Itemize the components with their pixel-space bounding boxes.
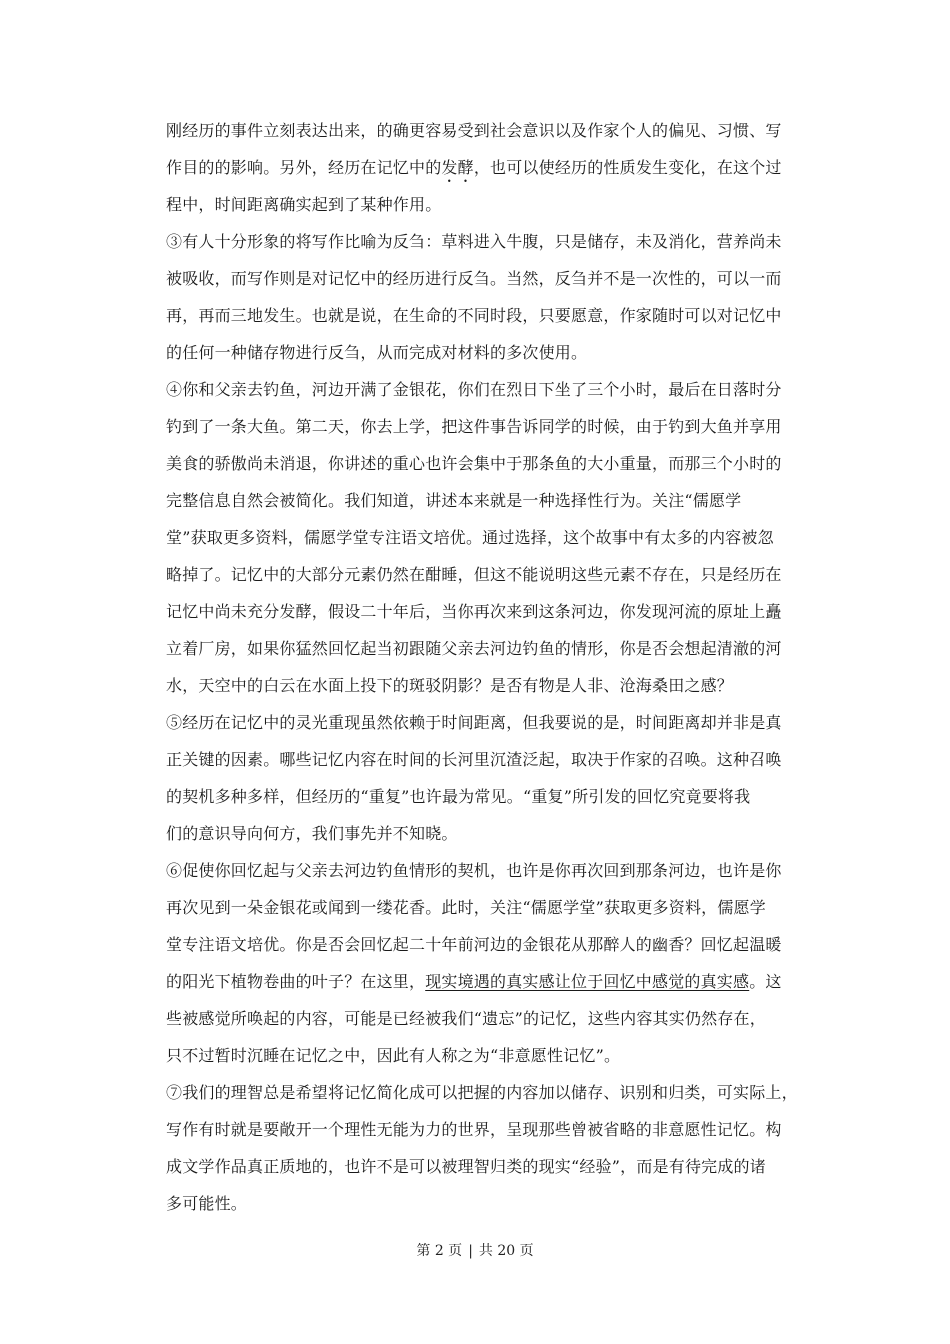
text-line [166,963,816,1000]
text-line: 正关键的因素。哪些记忆内容在时间的长河里沉渣泛起，取决于作家的召唤。这种召唤 [166,750,782,769]
text-line: ③有人十分形象的将写作比喻为反刍：草料进入牛腹，只是储存，未及消化，营养尚未 [166,232,782,251]
text-line: 完整信息自然会被简化。我们知道，讲述本来就是一种选择性行为。关注“儒愿学 [166,491,742,510]
text-line: 成文学作品真正质地的，也许不是可以被理智归类的现实“经验”，而是有待完成的诸 [166,1157,766,1176]
article-body [166,112,816,1222]
text-line: 再次见到一朵金银花或闻到一缕花香。此时，关注“儒愿学堂”获取更多资料，儒愿学 [166,898,766,917]
text-line: 刚经历的事件立刻表达出来，的确更容易受到社会意识以及作家个人的偏见、习惯、写 [166,121,782,140]
page-footer [0,1240,950,1260]
text-line: ⑤经历在记忆中的灵光重现虽然依赖于时间距离，但我要说的是，时间距离却并非是真 [166,713,782,732]
text-line: 记忆中尚未充分发酵，假设二十年后，当你再次来到这条河边，你发现河流的原址上矗 [166,602,782,621]
text-line: 水，天空中的白云在水面上投下的斑驳阴影？是否有物是人非、沧海桑田之感？ [166,676,734,695]
text-segment: 作目的的影响。另外，经历在记忆中的 [166,158,442,177]
text-line: 钓到了一条大鱼。第二天，你去上学，把这件事告诉同学的时候，由于钓到大鱼并享用 [166,417,782,436]
text-line: 略掉了。记忆中的大部分元素仍然在酣睡，但这不能说明这些元素不存在，只是经历在 [166,565,782,584]
text-line: 堂”获取更多资料，儒愿学堂专注语文培优。通过选择，这个故事中有太多的内容被忽 [166,528,774,547]
text-line: 再，再而三地发生。也就是说，在生命的不同时段，只要愿意，作家随时可以对记忆中 [166,306,782,325]
text-segment: ，也可以使经历的性质发生变化，在这个过 [473,158,782,177]
footer-separator: | [468,1243,473,1259]
text-line: 只不过暂时沉睡在记忆之中，因此有人称之为“非意愿性记忆”。 [166,1046,621,1065]
text-line: ④你和父亲去钓鱼，河边开满了金银花，你们在烈日下坐了三个小时，最后在日落时分 [166,380,782,399]
text-line: 写作有时就是要敞开一个理性无能为力的世界，呈现那些曾被省略的非意愿性记忆。构 [166,1120,782,1139]
text-line: 的契机多种多样，但经历的“重复”也许最为常见。“重复”所引发的回忆究竟要将我 [166,787,751,806]
text-line: 的任何一种储存物进行反刍，从而完成对材料的多次使用。 [166,343,588,362]
text-line: 美食的骄傲尚未消退，你讲述的重心也许会集中于那条鱼的大小重量，而那三个小时的 [166,454,782,473]
text-line: 程中，时间距离确实起到了某种作用。 [166,195,442,214]
text-line: 多可能性。 [166,1194,248,1213]
text-segment: 的阳光下植物卷曲的叶子？在这里， [166,972,426,991]
text-line [166,149,816,186]
text-line: 立着厂房，如果你猛然回忆起当初跟随父亲去河边钓鱼的情形，你是否会想起清澈的河 [166,639,782,658]
text-line: 们的意识导向何方，我们事先并不知晓。 [166,824,458,843]
text-line: 被吸收，而写作则是对记忆中的经历进行反刍。当然，反刍并不是一次性的，可以一而 [166,269,782,288]
text-line: ⑦我们的理智总是希望将记忆简化成可以把握的内容加以储存、识别和归类，可实际上， [166,1083,798,1102]
text-line: 些被感觉所唤起的内容，可能是已经被我们“遗忘”的记忆，这些内容其实仍然存在， [166,1009,766,1028]
text-segment: 。这 [749,972,782,991]
underlined-sentence: 现实境遇的真实感让位于回忆中感觉的真实感 [425,972,750,991]
page-number: 第 2 页 [416,1243,463,1259]
text-line: ⑥促使你回忆起与父亲去河边钓鱼情形的契机，也许是你再次回到那条河边，也许是你 [166,861,782,880]
emphasized-word: 发酵 [441,158,474,177]
page-total: 共 20 页 [478,1243,534,1259]
text-line: 堂专注语文培优。你是否会回忆起二十年前河边的金银花从那醉人的幽香？回忆起温暖 [166,935,782,954]
